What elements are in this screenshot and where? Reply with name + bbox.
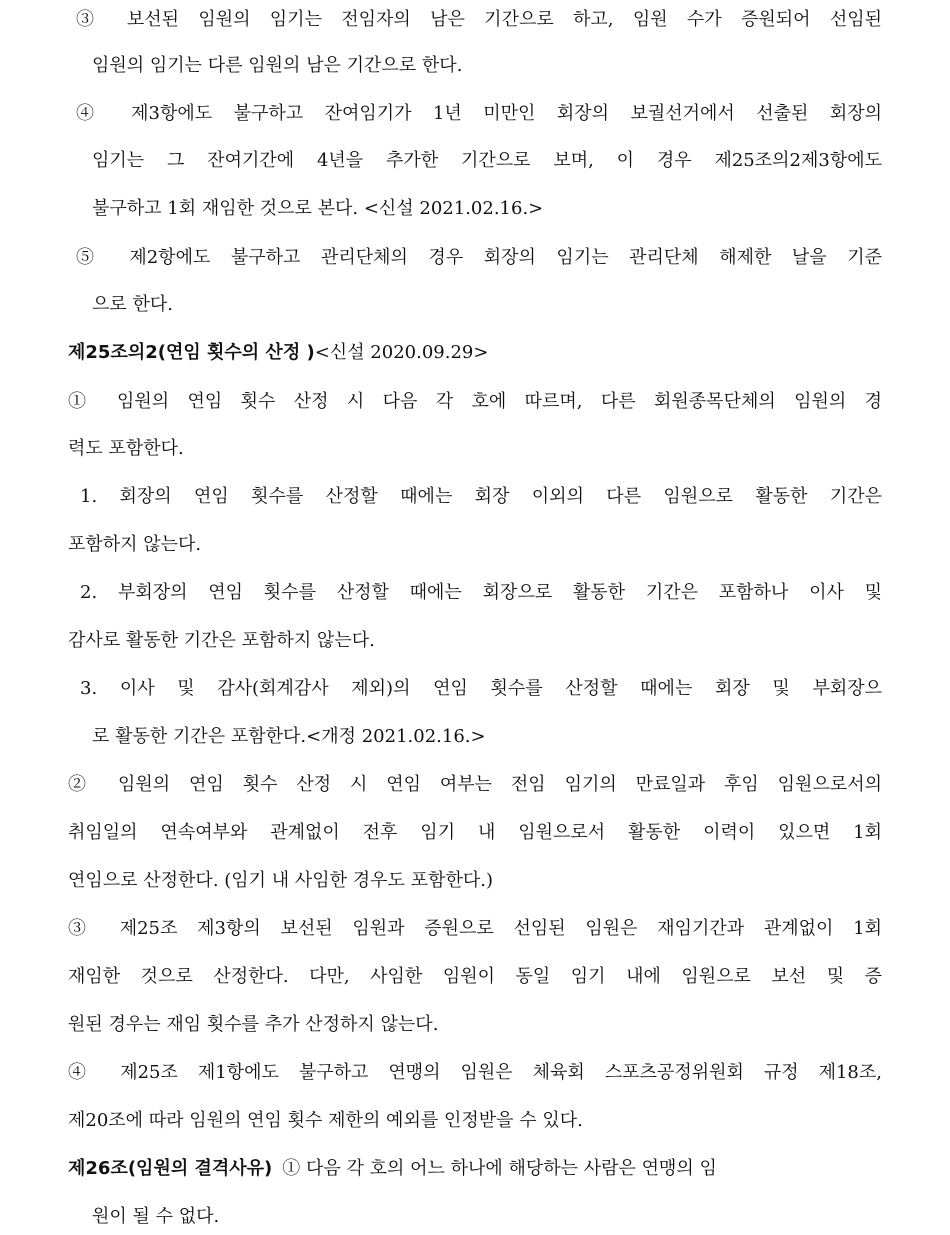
article-title: 제25조의2(연임 횟수의 산정 ) <box>68 342 315 363</box>
article-title: 제26조(임원의 결격사유) <box>68 1158 273 1179</box>
article-heading-26 <box>0 1151 950 1187</box>
text-line: 불구하고 1회 재임한 것으로 본다. <신설 2021.02.16.> <box>92 198 544 219</box>
text-line: 포함하지 않는다. <box>68 534 202 555</box>
text-line: ② 임원의 연임 횟수 산정 시 연임 여부는 전임 임기의 만료일과 후임 임원으로서의 <box>68 774 882 795</box>
text-line: 취임일의 연속여부와 관계없이 전후 임기 내 임원으로서 활동한 이력이 있으면 1회 <box>68 822 882 843</box>
text-line: ① 임원의 연임 횟수 산정 시 다음 각 호에 따르며, 다른 회원종목단체의 임원의 경 <box>68 391 882 412</box>
text-line: ③ 보선된 임원의 임기는 전임자의 남은 기간으로 하고, 임원 수가 증원되어 선임된 <box>76 9 882 30</box>
text-line: 감사로 활동한 기간은 포함하지 않는다. <box>68 630 375 651</box>
article-heading-25-2 <box>0 335 950 371</box>
text-line: ④ 제3항에도 불구하고 잔여임기가 1년 미만인 회장의 보궐선거에서 선출된 회장의 <box>76 103 882 124</box>
text-line: ④ 제25조 제1항에도 불구하고 연맹의 임원은 체육회 스포츠공정위원회 규정 제18조, <box>68 1062 882 1083</box>
article-text: ① 다음 각 호의 어느 하나에 해당하는 사람은 연맹의 임 <box>282 1158 717 1179</box>
text-line: 재임한 것으로 산정한다. 다만, 사임한 임원이 동일 임기 내에 임원으로 보선 및 증 <box>68 966 882 987</box>
text-line: 임원의 임기는 다른 임원의 남은 기간으로 한다. <box>92 55 463 76</box>
amendment-note: <신설 2020.09.29> <box>314 342 489 363</box>
text-line: 로 활동한 기간은 포함한다.<개정 2021.02.16.> <box>92 726 486 747</box>
text-line: 3. 이사 및 감사(회계감사 제외)의 연임 횟수를 산정할 때에는 회장 및 부회장으 <box>80 678 882 699</box>
text-line: ⑤ 제2항에도 불구하고 관리단체의 경우 회장의 임기는 관리단체 해제한 날을 기준 <box>76 247 882 268</box>
text-line: 제20조에 따라 임원의 연임 횟수 제한의 예외를 인정받을 수 있다. <box>68 1110 583 1131</box>
text-line: 력도 포함한다. <box>68 438 184 459</box>
text-line: 1. 회장의 연임 횟수를 산정할 때에는 회장 이외의 다른 임원으로 활동한 기간은 <box>80 486 882 507</box>
text-line: 임기는 그 잔여기간에 4년을 추가한 기간으로 보며, 이 경우 제25조의2제3항에도 <box>92 150 882 171</box>
text-line: 으로 한다. <box>92 294 173 315</box>
text-line: ③ 제25조 제3항의 보선된 임원과 증원으로 선임된 임원은 재임기간과 관계없이 1회 <box>68 918 882 939</box>
text-line: 원된 경우는 재임 횟수를 추가 산정하지 않는다. <box>68 1014 439 1035</box>
text-line: 원이 될 수 없다. <box>92 1206 220 1227</box>
text-line: 연임으로 산정한다. (임기 내 사임한 경우도 포함한다.) <box>68 870 493 891</box>
text-line: 2. 부회장의 연임 횟수를 산정할 때에는 회장으로 활동한 기간은 포함하나 이사 및 <box>80 582 882 603</box>
